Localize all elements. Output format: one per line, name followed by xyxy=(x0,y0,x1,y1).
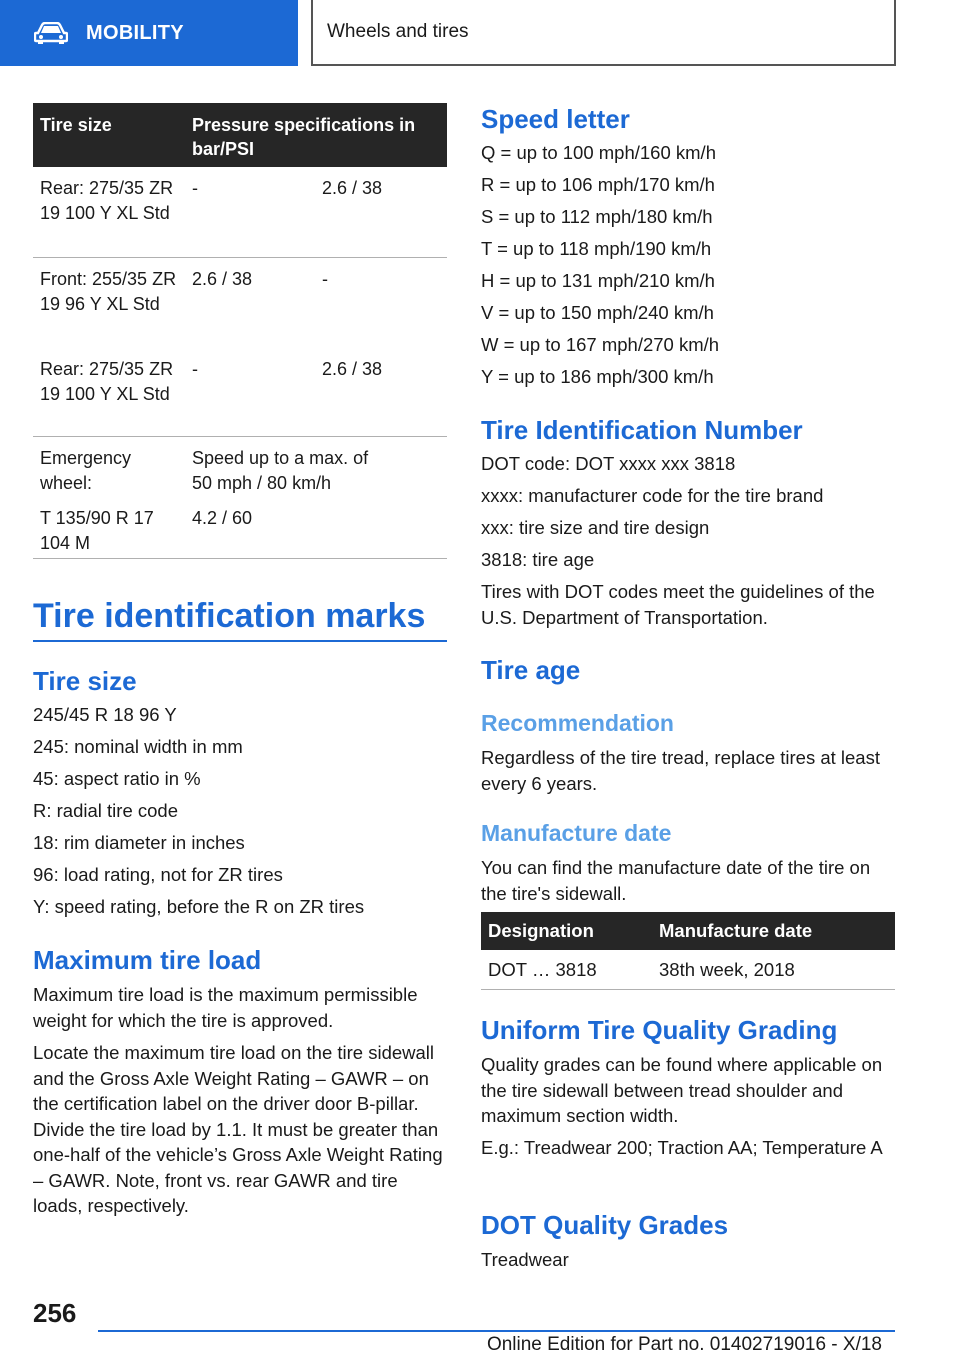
pressure-cell: 2.6 / 38 xyxy=(322,359,383,379)
utqg-paragraph: Quality grades can be found where applicable on the tire sidewall between tread shoulder and maximum section width. xyxy=(481,1054,883,1126)
page-header xyxy=(0,0,960,66)
header-tire-size: Tire size xyxy=(40,115,112,135)
date-cell: 38th week, 2018 xyxy=(659,958,795,980)
list-item: 245: nominal width in mm xyxy=(33,736,243,757)
section-tab[interactable] xyxy=(0,0,298,66)
car-icon xyxy=(34,22,68,44)
manufacture-date-table xyxy=(481,912,895,990)
table-row xyxy=(33,258,447,348)
recommendation-text: Regardless of the tire tread, replace tires at least every 6 years. xyxy=(481,747,880,794)
list-item: xxxx: manufacturer code for the tire brand xyxy=(481,485,824,506)
recommendation-heading: Recommendation xyxy=(481,710,674,736)
footer-divider xyxy=(98,1330,895,1332)
utqg-heading: Uniform Tire Quality Grading xyxy=(481,1015,838,1045)
manufacture-date-heading: Manufacture date xyxy=(481,820,672,846)
list-item: W = up to 167 mph/270 km/h xyxy=(481,334,720,355)
utqg-example: E.g.: Treadwear 200; Traction AA; Temperature A xyxy=(481,1137,883,1158)
tire-size-cell: Rear: 275/35 ZR 19 100 Y XL Std xyxy=(40,178,174,223)
tire-size-cell: Rear: 275/35 ZR 19 100 Y XL Std xyxy=(40,359,174,404)
list-item: V = up to 150 mph/240 km/h xyxy=(481,302,714,323)
tin-list xyxy=(481,451,895,630)
tire-size-cell: T 135/90 R 17 104 M xyxy=(40,508,154,553)
list-item: Y = up to 186 mph/300 km/h xyxy=(481,366,714,387)
pressure-cell: - xyxy=(192,359,198,379)
pressure-cell: 4.2 / 60 xyxy=(192,508,253,528)
manufacture-date-text: You can find the manufacture date of the tire on the tire's sidewall. xyxy=(481,857,871,904)
header-manufacture-date: Manufacture date xyxy=(659,920,813,941)
table-row xyxy=(33,497,447,559)
chapter-title xyxy=(311,0,896,66)
table-row xyxy=(33,167,447,258)
header-designation: Designation xyxy=(488,920,594,941)
list-item: DOT code: DOT xxxx xxx 3818 xyxy=(481,453,736,474)
list-item: S = up to 112 mph/180 km/h xyxy=(481,206,713,227)
tire-size-cell: Front: 255/35 ZR 19 96 Y XL Std xyxy=(40,269,177,314)
pressure-table xyxy=(33,103,447,559)
speed-letter-heading: Speed letter xyxy=(481,104,630,134)
pressure-cell: - xyxy=(192,178,198,198)
md-table-header xyxy=(481,912,895,950)
list-item: R = up to 106 mph/170 km/h xyxy=(481,174,715,195)
header-pressure: Pressure specifications in bar/PSI xyxy=(192,115,416,159)
max-load-paragraph: Locate the maximum tire load on the tire sidewall and the Gross Axle Weight Rating – GAWR – on the certification label on the driver door B-pillar. Divide the tire load by 1.1. It must be greater than one-half of the vehicle’s Gross Axle Weight Rating – GAWR. Note, front vs. rear GAWR and tire loads, respectively. xyxy=(33,1042,443,1216)
max-tire-load-heading: Maximum tire load xyxy=(33,945,262,975)
tin-paragraph: Tires with DOT codes meet the guidelines of the U.S. Department of Transportation. xyxy=(481,581,875,628)
table-row xyxy=(481,950,895,990)
designation-cell: DOT … 3818 xyxy=(488,958,597,980)
list-item: 245/45 R 18 96 Y xyxy=(33,704,177,725)
chapter-title-text: Wheels and tires xyxy=(327,21,469,42)
pressure-table-header xyxy=(33,103,447,167)
list-item: Y: speed rating, before the R on ZR tires xyxy=(33,896,365,917)
pressure-cell: 2.6 / 38 xyxy=(192,269,253,289)
tire-size-heading: Tire size xyxy=(33,666,137,696)
list-item: 96: load rating, not for ZR tires xyxy=(33,864,283,885)
list-item: R: radial tire code xyxy=(33,800,178,821)
list-item: xxx: tire size and tire design xyxy=(481,517,710,538)
tire-size-list xyxy=(33,702,447,920)
list-item: 18: rim diameter in inches xyxy=(33,832,245,853)
pressure-cell: 2.6 / 38 xyxy=(322,178,383,198)
table-row xyxy=(33,348,447,437)
heading-divider xyxy=(33,640,447,642)
max-load-paragraph: Maximum tire load is the maximum permissible weight for which the tire is approved. xyxy=(33,984,418,1031)
tire-identification-heading: Tire identification marks xyxy=(33,597,426,635)
page-number: 256 xyxy=(33,1298,77,1328)
tin-heading: Tire Identification Number xyxy=(481,415,803,445)
dot-quality-grades-heading: DOT Quality Grades xyxy=(481,1210,729,1240)
list-item: 3818: tire age xyxy=(481,549,595,570)
tire-size-cell: Emergency wheel: xyxy=(40,448,132,493)
list-item: T = up to 118 mph/190 km/h xyxy=(481,238,712,259)
pressure-cell: - xyxy=(322,269,328,289)
tire-age-heading: Tire age xyxy=(481,655,581,685)
list-item: Q = up to 100 mph/160 km/h xyxy=(481,142,716,163)
table-row xyxy=(33,437,447,497)
section-label: MOBILITY xyxy=(86,21,184,44)
dot-grades-text: Treadwear xyxy=(481,1249,569,1270)
list-item: H = up to 131 mph/210 km/h xyxy=(481,270,715,291)
speed-note-cell: Speed up to a max. of 50 mph / 80 km/h xyxy=(192,448,369,493)
speed-letter-list xyxy=(481,140,895,390)
edition-text: Online Edition for Part no. 01402719016 - X/18 xyxy=(486,1334,882,1355)
list-item: 45: aspect ratio in % xyxy=(33,768,201,789)
